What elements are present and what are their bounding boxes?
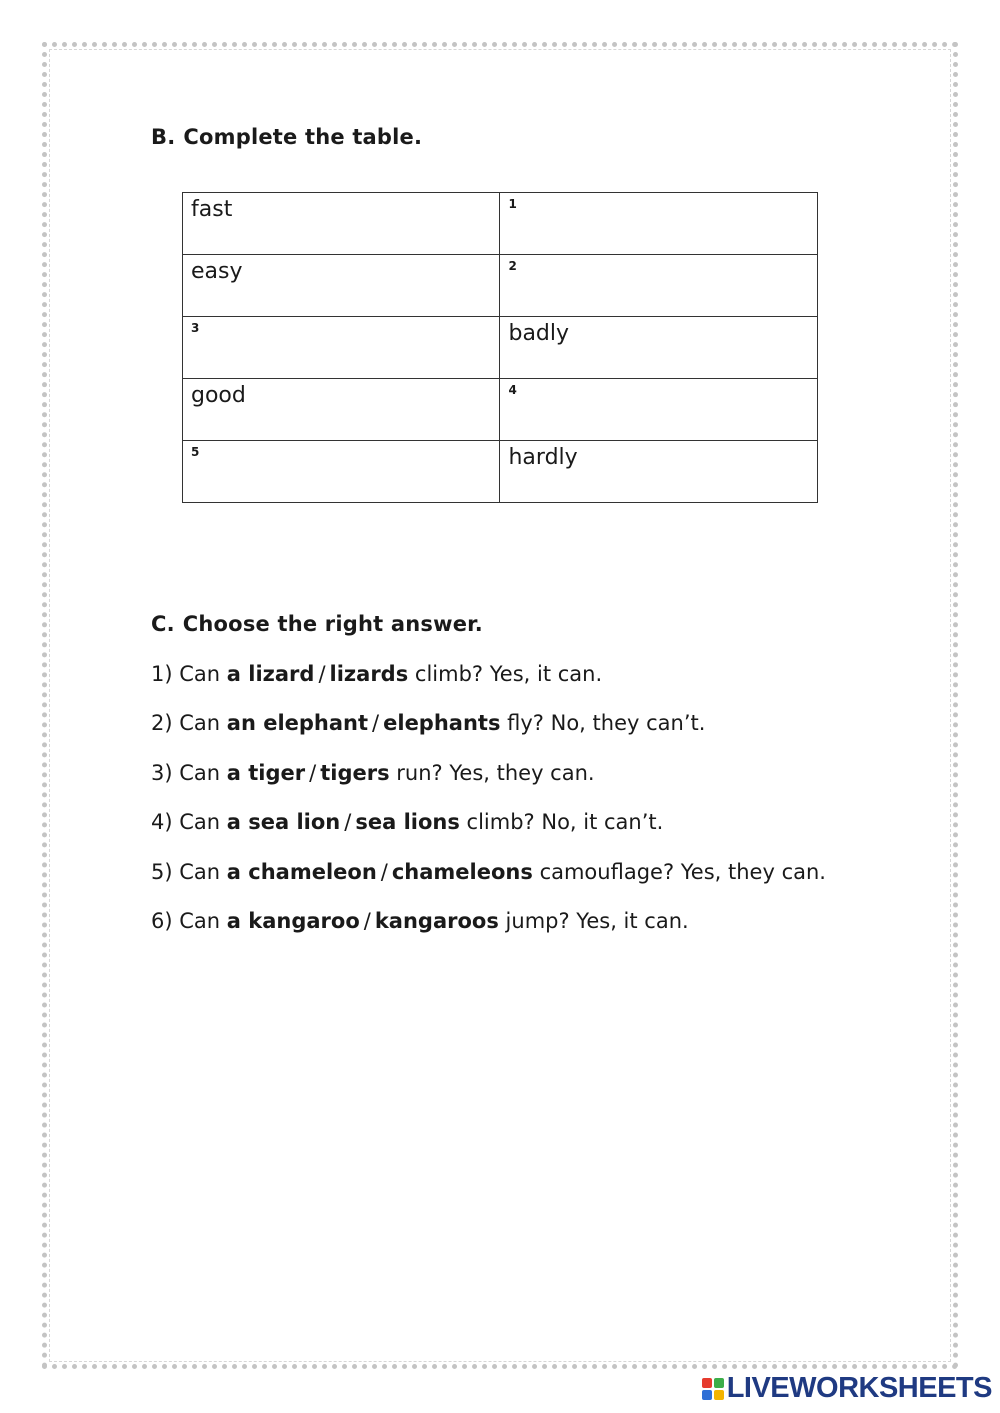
option-singular[interactable]: an elephant: [226, 711, 369, 736]
question-prefix: Can: [179, 908, 221, 933]
option-separator: /: [372, 711, 380, 736]
table-cell: [183, 193, 500, 255]
section-b-letter: B.: [151, 125, 176, 149]
question-item: [151, 707, 826, 756]
question-suffix: camouflage? Yes, they can.: [539, 859, 826, 884]
question-list: [151, 658, 826, 954]
option-separator: /: [380, 859, 388, 884]
answer-cell-4[interactable]: [500, 379, 818, 441]
answer-cell-1[interactable]: [500, 193, 818, 255]
question-suffix: jump? Yes, it can.: [505, 908, 689, 933]
question-suffix: climb? Yes, it can.: [414, 662, 603, 686]
table-cell: [500, 317, 818, 379]
option-singular[interactable]: a lizard: [226, 662, 315, 686]
answer-cell-5[interactable]: [183, 441, 500, 503]
section-c-letter: C.: [151, 612, 175, 636]
cell-word: badly: [508, 321, 570, 346]
option-separator: /: [318, 662, 326, 686]
table-cell: [183, 255, 500, 317]
table-row: [183, 379, 818, 441]
question-item: [151, 856, 826, 905]
option-plural[interactable]: sea lions: [355, 810, 460, 835]
option-plural[interactable]: kangaroos: [374, 908, 499, 933]
word-table: [182, 192, 818, 503]
question-suffix: run? Yes, they can.: [396, 760, 595, 785]
cell-word: hardly: [508, 445, 578, 470]
cell-number: 1: [508, 197, 517, 211]
question-number: 2): [151, 711, 173, 736]
question-number: 4): [151, 810, 173, 835]
logo-square: [714, 1378, 724, 1388]
answer-cell-2[interactable]: [500, 255, 818, 317]
question-item: [151, 806, 826, 855]
question-prefix: Can: [179, 662, 221, 686]
cell-number: 3: [191, 321, 200, 335]
brand-name: LIVEWORKSHEETS: [726, 1372, 992, 1404]
question-prefix: Can: [179, 760, 221, 785]
option-plural[interactable]: lizards: [329, 662, 409, 686]
section-c-heading: [151, 612, 483, 636]
cell-number: 5: [191, 445, 200, 459]
table-row: [183, 441, 818, 503]
option-singular[interactable]: a tiger: [226, 760, 306, 785]
option-separator: /: [309, 760, 317, 785]
question-suffix: climb? No, it can’t.: [466, 810, 664, 835]
question-item: [151, 905, 826, 954]
question-number: 1): [151, 662, 173, 686]
question-prefix: Can: [179, 810, 221, 835]
logo-square: [702, 1378, 712, 1388]
question-number: 5): [151, 859, 173, 884]
table-cell: [500, 441, 818, 503]
option-singular[interactable]: a kangaroo: [226, 908, 360, 933]
option-plural[interactable]: tigers: [320, 760, 390, 785]
question-prefix: Can: [179, 859, 221, 884]
section-b-heading: [151, 125, 422, 149]
option-plural[interactable]: chameleons: [391, 859, 533, 884]
option-singular[interactable]: a chameleon: [226, 859, 377, 884]
option-singular[interactable]: a sea lion: [226, 810, 341, 835]
cell-number: 4: [508, 383, 517, 397]
section-b-title: Complete the table.: [183, 125, 423, 149]
table-row: [183, 255, 818, 317]
question-suffix: fly? No, they can’t.: [507, 711, 706, 736]
answer-cell-3[interactable]: [183, 317, 500, 379]
cell-number: 2: [508, 259, 517, 273]
cell-word: good: [191, 383, 246, 408]
table-cell: [183, 379, 500, 441]
question-number: 6): [151, 908, 173, 933]
question-item: [151, 658, 826, 707]
cell-word: fast: [191, 197, 233, 222]
cell-word: easy: [191, 259, 243, 284]
question-prefix: Can: [179, 711, 221, 736]
table-row: [183, 317, 818, 379]
question-item: [151, 757, 826, 806]
logo-square: [702, 1390, 712, 1400]
option-separator: /: [344, 810, 352, 835]
option-separator: /: [363, 908, 371, 933]
question-number: 3): [151, 760, 173, 785]
logo-square: [714, 1390, 724, 1400]
liveworksheets-icon: [702, 1378, 724, 1400]
liveworksheets-logo[interactable]: [702, 1372, 992, 1405]
table-row: [183, 193, 818, 255]
option-plural[interactable]: elephants: [383, 711, 501, 736]
section-c-title: Choose the right answer.: [182, 612, 483, 636]
